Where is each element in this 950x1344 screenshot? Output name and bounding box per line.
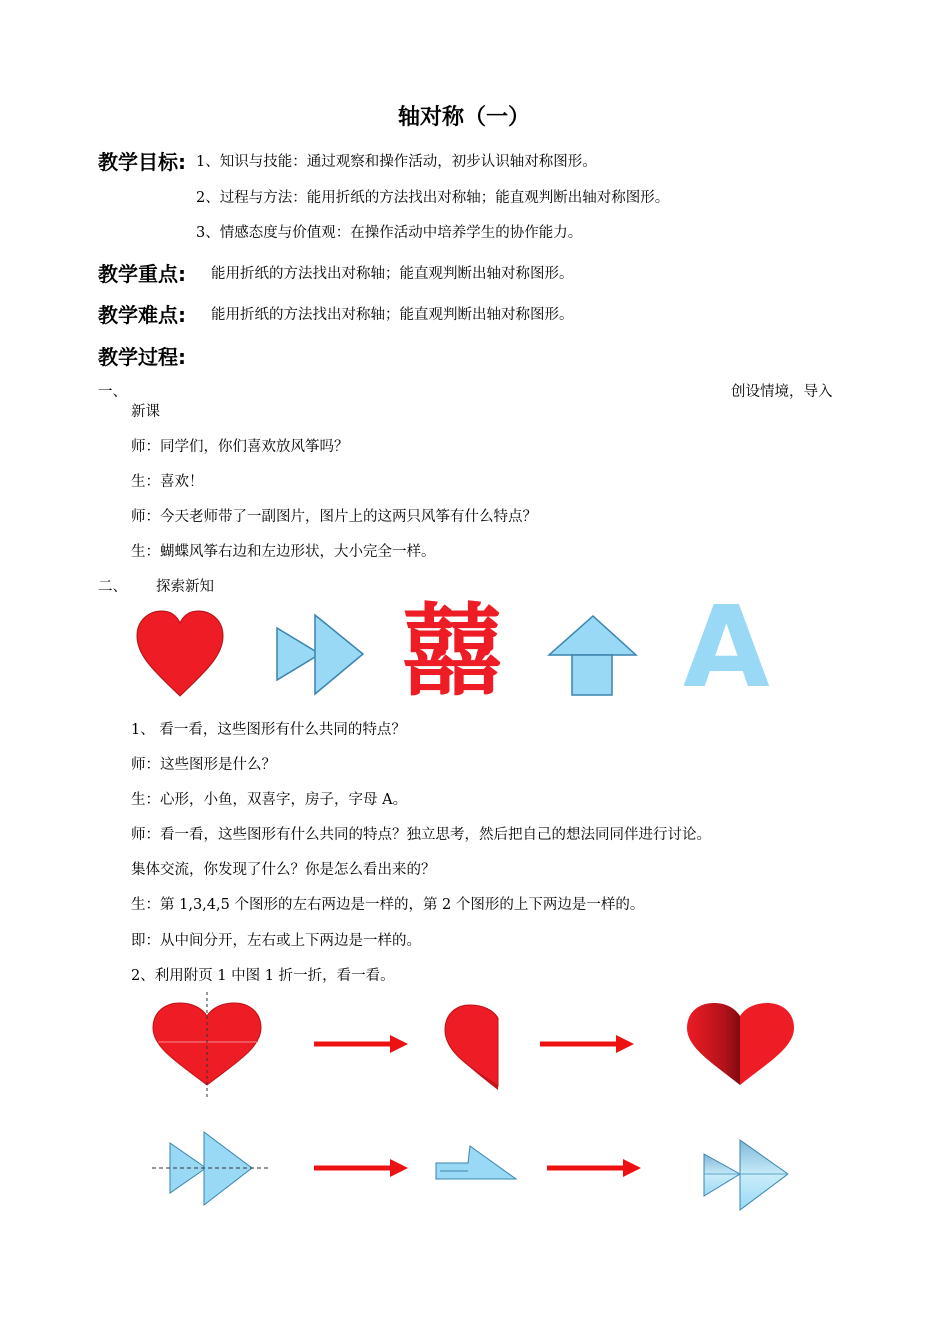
letter-a-shape: A (683, 583, 770, 713)
fish-half-folded (434, 1143, 524, 1183)
house-arrow-shape (547, 614, 639, 696)
dialogue-line: 生：心形，小鱼，双喜字，房子，字母 A。 (131, 792, 408, 808)
arrow-icon (312, 1157, 412, 1179)
heart-unfolded (684, 1000, 804, 1090)
key-point-text: 能用折纸的方法找出对称轴；能直观判断出轴对称图形。 (211, 266, 574, 282)
double-happiness-char: 囍 (402, 593, 502, 710)
goal-item: 2、过程与方法：能用折纸的方法找出对称轴；能直观判断出轴对称图形。 (196, 190, 670, 206)
fish-fold-line (150, 1130, 275, 1210)
arrow-icon (545, 1157, 645, 1179)
dialogue-line: 集体交流，你发现了什么？你是怎么看出来的？ (131, 862, 436, 878)
goal-item: 3、情感态度与价值观：在操作活动中培养学生的协作能力。 (196, 225, 583, 241)
key-point-heading: 教学重点: (98, 262, 186, 286)
difficulty-heading: 教学难点: (98, 303, 186, 327)
dialogue-line: 师：看一看，这些图形有什么共同的特点？独立思考，然后把自己的想法同同伴进行讨论。 (131, 827, 711, 843)
dialogue-line: 即：从中间分开，左右或上下两边是一样的。 (131, 933, 421, 949)
dialogue-line: 生：蝴蝶风筝右边和左边形状，大小完全一样。 (131, 544, 436, 560)
dialogue-line: 生：第 1,3,4,5 个图形的左右两边是一样的，第 2 个图形的上下两边是一样的。 (131, 897, 645, 913)
dialogue-line: 师：同学们，你们喜欢放风筝吗？ (131, 439, 349, 455)
section-1-title-wrap: 新课 (131, 404, 160, 420)
fish-shape (275, 614, 367, 696)
heart-half-folded (443, 1003, 503, 1093)
step-2: 2、利用附页 1 中图 1 折一折，看一看。 (131, 968, 395, 984)
goal-item: 1、知识与技能：通过观察和操作活动，初步认识轴对称图形。 (196, 154, 597, 170)
fish-unfolded (702, 1138, 792, 1214)
section-2-number: 二、 (98, 579, 127, 595)
dialogue-line: 师：这些图形是什么？ (131, 757, 276, 773)
difficulty-text: 能用折纸的方法找出对称轴；能直观判断出轴对称图形。 (211, 307, 574, 323)
process-heading: 教学过程: (98, 345, 186, 369)
heart-shape (135, 610, 225, 698)
arrow-icon (312, 1033, 412, 1055)
goals-heading: 教学目标: (98, 150, 186, 174)
dialogue-line: 生：喜欢！ (131, 474, 204, 490)
heart-fold-line (150, 1000, 270, 1100)
step-1: 1、 看一看，这些图形有什么共同的特点？ (131, 722, 406, 738)
section-1-number: 一、 (98, 384, 127, 400)
page-title: 轴对称（一） (398, 105, 531, 130)
dialogue-line: 师：今天老师带了一副图片，图片上的这两只风筝有什么特点？ (131, 509, 537, 525)
arrow-icon (538, 1033, 638, 1055)
section-2-title: 探索新知 (156, 579, 214, 595)
section-1-title: 创设情境，导入 (731, 384, 833, 400)
